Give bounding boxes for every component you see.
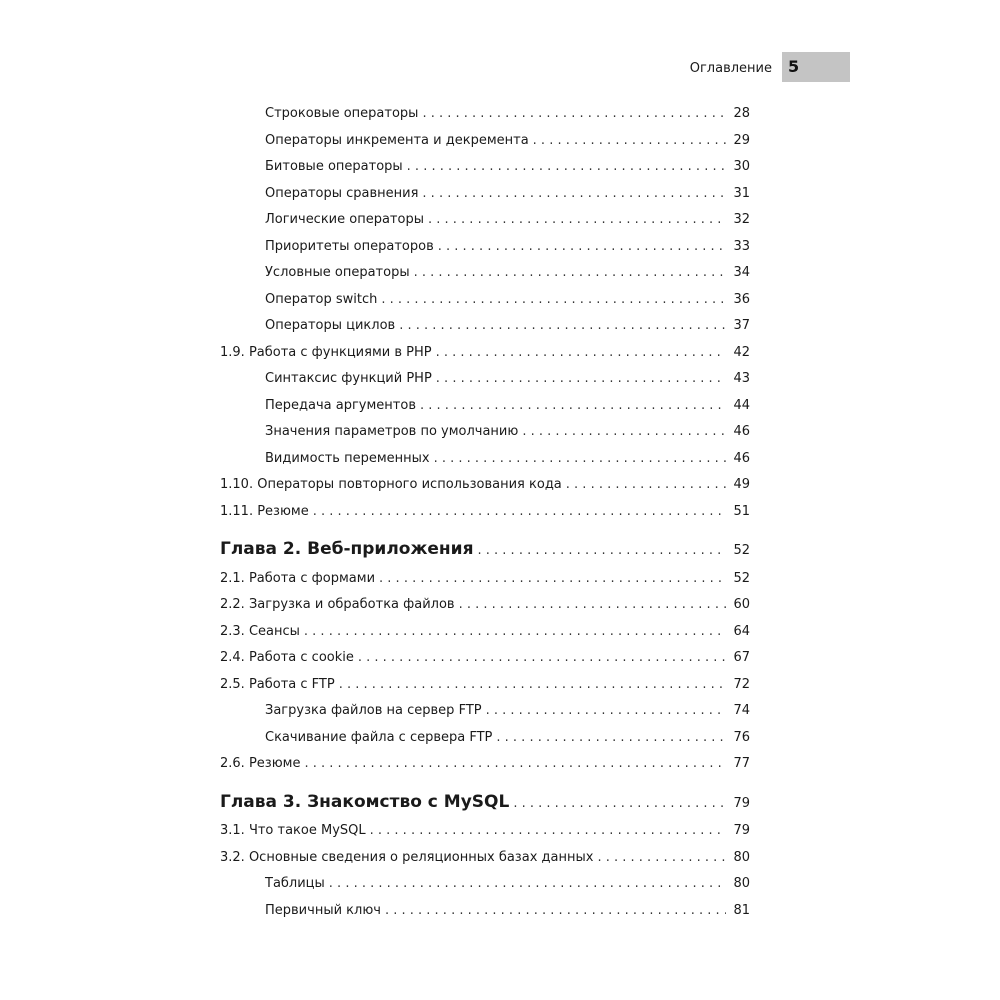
toc-dot-leader	[533, 130, 726, 152]
toc-entry-page: 80	[733, 876, 750, 891]
toc-dot-leader	[566, 474, 726, 496]
toc-entry-title: Глава 2. Веб-приложения	[220, 539, 474, 559]
toc-entry-title: Видимость переменных	[265, 451, 430, 466]
toc-entry-page: 29	[733, 133, 750, 148]
toc-dot-leader	[438, 236, 726, 258]
toc-subsection-entry	[220, 700, 750, 722]
toc-entry-page: 49	[733, 477, 750, 492]
toc-dot-leader	[414, 262, 726, 284]
toc-entry-page: 42	[733, 345, 750, 360]
toc-subsection-entry	[220, 727, 750, 749]
toc-subsection-entry	[220, 289, 750, 311]
toc-dot-leader	[399, 315, 726, 337]
toc-dot-leader	[434, 448, 726, 470]
toc-dot-leader	[522, 421, 726, 443]
toc-dot-leader	[422, 183, 726, 205]
toc-entry-title: Операторы инкремента и декремента	[265, 133, 529, 148]
toc-entry-title: 3.1. Что такое MySQL	[220, 823, 366, 838]
toc-section-entry	[220, 847, 750, 869]
toc-entry-title: 2.6. Резюме	[220, 756, 301, 771]
toc-dot-leader	[422, 103, 726, 125]
toc-dot-leader	[407, 156, 726, 178]
toc-subsection-entry	[220, 262, 750, 284]
toc-entry-title: Приоритеты операторов	[265, 239, 434, 254]
toc-dot-leader	[379, 568, 726, 590]
toc-entry-title: 2.4. Работа с cookie	[220, 650, 354, 665]
toc-entry-title: Глава 3. Знакомство с MySQL	[220, 792, 510, 812]
toc-subsection-entry	[220, 448, 750, 470]
toc-entry-title: Логические операторы	[265, 212, 424, 227]
running-header-title: Оглавление	[689, 61, 772, 76]
toc-entry-title: Скачивание файла с сервера FTP	[265, 730, 493, 745]
toc-entry-title: Строковые операторы	[265, 106, 419, 121]
toc-entry-page: 33	[733, 239, 750, 254]
toc-entry-page: 44	[733, 398, 750, 413]
toc-entry-page: 77	[733, 756, 750, 771]
toc-section-entry	[220, 820, 750, 842]
toc-entry-title: 1.10. Операторы повторного использования кода	[220, 477, 562, 492]
toc-entry-page: 67	[733, 650, 750, 665]
toc-entry-title: Таблицы	[265, 876, 325, 891]
toc-entry-title: Загрузка файлов на сервер FTP	[265, 703, 482, 718]
toc-entry-page: 72	[733, 677, 750, 692]
toc-dot-leader	[385, 900, 726, 922]
toc-section-entry	[220, 647, 750, 669]
toc-dot-leader	[358, 647, 726, 669]
toc-entry-title: Условные операторы	[265, 265, 410, 280]
toc-dot-leader	[436, 368, 726, 390]
toc-subsection-entry	[220, 130, 750, 152]
toc-entry-title: 3.2. Основные сведения о реляционных базах данных	[220, 850, 594, 865]
toc-dot-leader	[459, 594, 726, 616]
toc-dot-leader	[339, 674, 726, 696]
toc-entry-page: 60	[733, 597, 750, 612]
toc-subsection-entry	[220, 183, 750, 205]
toc-entry-page: 51	[733, 504, 750, 519]
toc-dot-leader	[428, 209, 726, 231]
toc-section-entry	[220, 753, 750, 775]
toc-entry-page: 30	[733, 159, 750, 174]
toc-dot-leader	[313, 501, 726, 523]
toc-dot-leader	[370, 820, 726, 842]
toc-section-entry	[220, 501, 750, 523]
toc-entry-title: 2.5. Работа с FTP	[220, 677, 335, 692]
toc-subsection-entry	[220, 236, 750, 258]
toc-entry-page: 34	[733, 265, 750, 280]
toc-entry-page: 46	[733, 451, 750, 466]
toc-entry-title: 2.1. Работа с формами	[220, 571, 376, 586]
toc-dot-leader	[513, 791, 726, 817]
toc-entry-page: 52	[733, 543, 750, 558]
page-number: 5	[788, 57, 800, 76]
toc-entry-page: 74	[733, 703, 750, 718]
toc-entry-page: 64	[733, 624, 750, 639]
toc-chapter-entry	[220, 536, 750, 562]
toc-entry-title: Передача аргументов	[265, 398, 416, 413]
toc-entry-title: Битовые операторы	[265, 159, 403, 174]
toc-entry-title: 2.2. Загрузка и обработка файлов	[220, 597, 455, 612]
toc-subsection-entry	[220, 156, 750, 178]
toc-entry-page: 80	[733, 850, 750, 865]
toc-entry-page: 76	[733, 730, 750, 745]
toc-entry-page: 28	[733, 106, 750, 121]
toc-dot-leader	[478, 538, 727, 564]
toc-subsection-entry	[220, 209, 750, 231]
toc-subsection-entry	[220, 873, 750, 895]
toc-entry-title: 2.3. Сеансы	[220, 624, 300, 639]
toc-dot-leader	[304, 621, 726, 643]
toc-entry-page: 36	[733, 292, 750, 307]
toc-entry-page: 37	[733, 318, 750, 333]
toc-dot-leader	[597, 847, 726, 869]
toc-entry-title: Оператор switch	[265, 292, 378, 307]
toc-entry-page: 52	[733, 571, 750, 586]
toc-dot-leader	[304, 753, 726, 775]
toc-entry-title: Операторы циклов	[265, 318, 396, 333]
toc-entry-title: 1.11. Резюме	[220, 504, 309, 519]
toc-subsection-entry	[220, 103, 750, 125]
toc-dot-leader	[381, 289, 726, 311]
toc-section-entry	[220, 342, 750, 364]
toc-entry-page: 81	[733, 903, 750, 918]
toc-entry-title: Операторы сравнения	[265, 186, 419, 201]
toc-dot-leader	[329, 873, 726, 895]
toc-entry-page: 31	[733, 186, 750, 201]
toc-entry-page: 46	[733, 424, 750, 439]
toc-entry-title: Синтаксис функций PHP	[265, 371, 432, 386]
toc-entry-title: Первичный ключ	[265, 903, 381, 918]
toc-dot-leader	[486, 700, 726, 722]
toc-section-entry	[220, 621, 750, 643]
toc-section-entry	[220, 568, 750, 590]
toc-subsection-entry	[220, 900, 750, 922]
toc-section-entry	[220, 674, 750, 696]
toc-section-entry	[220, 594, 750, 616]
toc-entry-title: 1.9. Работа с функциями в PHP	[220, 345, 432, 360]
toc-subsection-entry	[220, 421, 750, 443]
toc-entry-page: 32	[733, 212, 750, 227]
toc-dot-leader	[420, 395, 726, 417]
page-number-tab	[782, 52, 850, 82]
toc-entry-page: 79	[733, 823, 750, 838]
toc-section-entry	[220, 474, 750, 496]
toc-subsection-entry	[220, 368, 750, 390]
toc-dot-leader	[496, 727, 726, 749]
toc-dot-leader	[436, 342, 726, 364]
toc-entry-page: 43	[733, 371, 750, 386]
toc-chapter-entry	[220, 789, 750, 815]
toc-subsection-entry	[220, 315, 750, 337]
toc-entry-page: 79	[733, 796, 750, 811]
toc-subsection-entry	[220, 395, 750, 417]
toc-entry-title: Значения параметров по умолчанию	[265, 424, 519, 439]
